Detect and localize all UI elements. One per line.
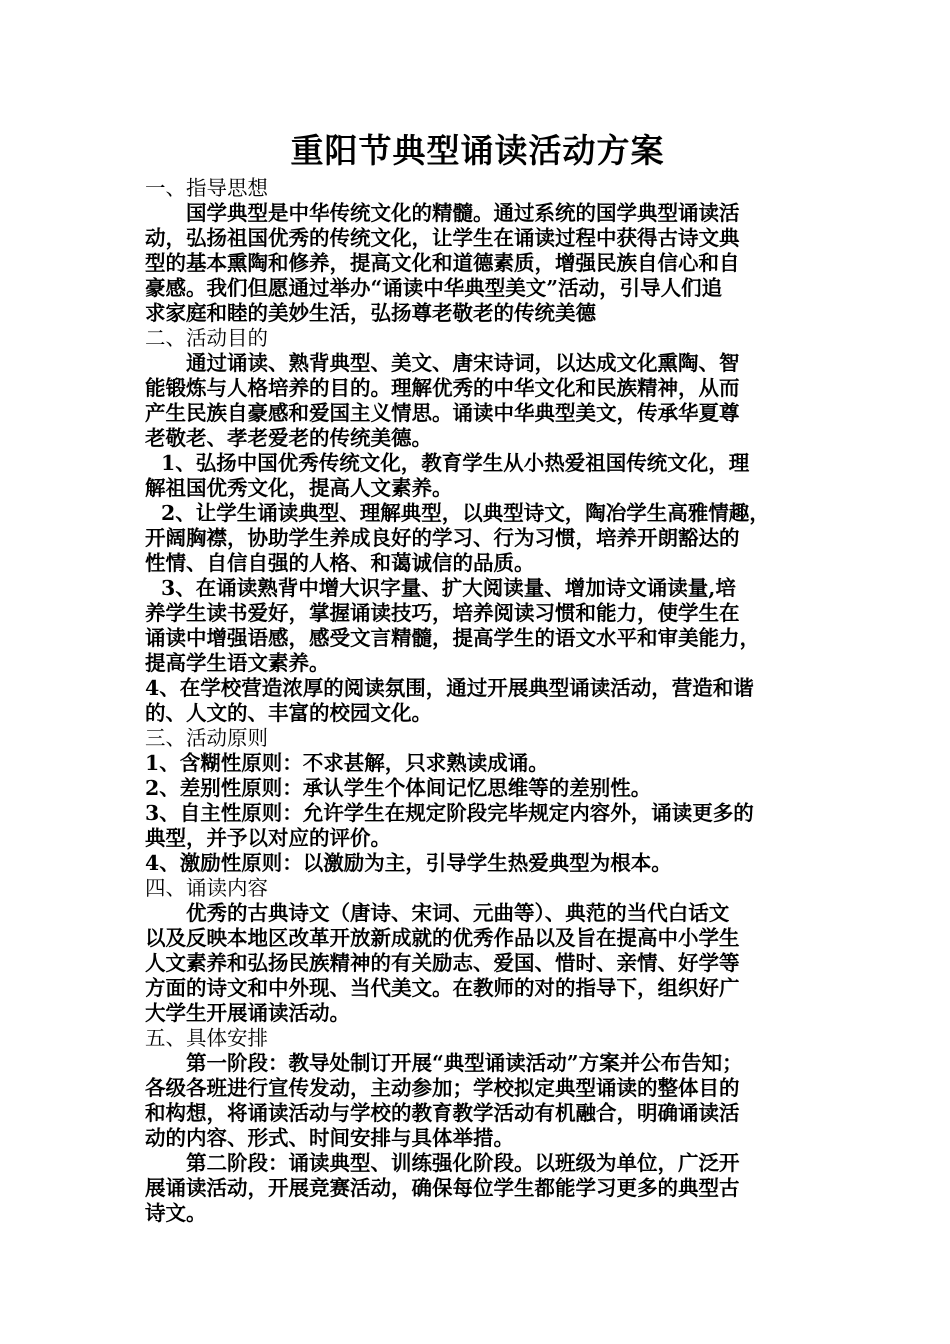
- text-line: 方面的诗文和中外现、当代美文。在教师的对的指导下，组织好广: [145, 976, 740, 1000]
- text-line: 开阔胸襟，协助学生养成良好的学习、行为习惯，培养开朗豁达的: [145, 526, 740, 550]
- text-line: 养学生读书爱好，掌握诵读技巧，培养阅读习惯和能力，使学生在: [145, 601, 740, 625]
- text-line: 3、自主性原则：允许学生在规定阶段完毕规定内容外，诵读更多的: [145, 801, 754, 825]
- section-heading: 三、活动原则: [145, 726, 268, 750]
- text-line: 大学生开展诵读活动。: [145, 1001, 350, 1025]
- text-line: 展诵读活动，开展竞赛活动，确保每位学生都能学习更多的典型古: [145, 1176, 740, 1200]
- text-line: 老敬老、孝老爱老的传统美德。: [145, 426, 432, 450]
- text-line: 第二阶段：诵读典型、训练强化阶段。以班级为单位，广泛开: [186, 1151, 740, 1175]
- section-heading: 一、指导思想: [145, 176, 268, 200]
- text-line: 典型，并予以对应的评价。: [145, 826, 391, 850]
- text-line: 求家庭和睦的美妙生活，弘扬尊老敬老的传统美德: [145, 301, 596, 325]
- text-line: 各级各班进行宣传发动，主动参加；学校拟定典型诵读的整体目的: [145, 1076, 740, 1100]
- text-line: 人文素养和弘扬民族精神的有关励志、爱国、惜时、亲情、好学等: [145, 951, 740, 975]
- text-line: 动的内容、形式、时间安排与具体举措。: [145, 1126, 514, 1150]
- text-line: 第一阶段：教导处制订开展“典型诵读活动”方案并公布告知；: [186, 1051, 743, 1075]
- text-line: 的、人文的、丰富的校园文化。: [145, 701, 432, 725]
- document-page: [145, 128, 810, 1226]
- text-line: 诗文。: [145, 1201, 207, 1225]
- document-body: [145, 176, 810, 1226]
- text-line: 产生民族自豪感和爱国主义情思。诵读中华典型美文，传承华夏尊: [145, 401, 740, 425]
- text-line: 和构想，将诵读活动与学校的教育教学活动有机融合，明确诵读活: [145, 1101, 740, 1125]
- section-heading: 四、诵读内容: [145, 876, 268, 900]
- text-line: 通过诵读、熟背典型、美文、唐宋诗词，以达成文化熏陶、智: [186, 351, 740, 375]
- text-line: 能锻炼与人格培养的目的。理解优秀的中华文化和民族精神，从而: [145, 376, 740, 400]
- text-line: 动，弘扬祖国优秀的传统文化，让学生在诵读过程中获得古诗文典: [145, 226, 740, 250]
- text-line: 性情、自信自强的人格、和蔼诚信的品质。: [145, 551, 535, 575]
- text-line: 以及反映本地区改革开放新成就的优秀作品以及旨在提高中小学生: [145, 926, 740, 950]
- section-heading: 二、活动目的: [145, 326, 268, 350]
- text-line: 3、在诵读熟背中增大识字量、扩大阅读量、增加诗文诵读量,培: [161, 576, 736, 600]
- text-line: 1、含糊性原则：不求甚解，只求熟读成诵。: [145, 751, 549, 775]
- text-line: 豪感。我们但愿通过举办“诵读中华典型美文”活动，引导人们追: [145, 276, 723, 300]
- text-line: 国学典型是中华传统文化的精髓。通过系统的国学典型诵读活: [186, 201, 740, 225]
- text-line: 1、弘扬中国优秀传统文化，教育学生从小热爱祖国传统文化，理: [161, 451, 750, 475]
- text-line: 2、让学生诵读典型、理解典型，以典型诗文，陶冶学生高雅情趣，: [161, 501, 770, 525]
- text-line: 诵读中增强语感，感受文言精髓，提高学生的语文水平和审美能力，: [145, 626, 760, 650]
- text-line: 4、激励性原则：以激励为主，引导学生热爱典型为根本。: [145, 851, 672, 875]
- text-line: 2、差别性原则：承认学生个体间记忆思维等的差别性。: [145, 776, 652, 800]
- section-heading: 五、具体安排: [145, 1026, 268, 1050]
- text-line: 4、在学校营造浓厚的阅读氛围，通过开展典型诵读活动，营造和谐: [145, 676, 754, 700]
- document-title: 重阳节典型诵读活动方案: [290, 131, 665, 170]
- text-line: 提高学生语文素养。: [145, 651, 330, 675]
- text-line: 型的基本熏陶和修养，提高文化和道德素质，增强民族自信心和自: [145, 251, 740, 275]
- text-line: 解祖国优秀文化，提高人文素养。: [145, 476, 453, 500]
- text-line: 优秀的古典诗文（唐诗、宋词、元曲等）、典范的当代白话文: [186, 901, 730, 925]
